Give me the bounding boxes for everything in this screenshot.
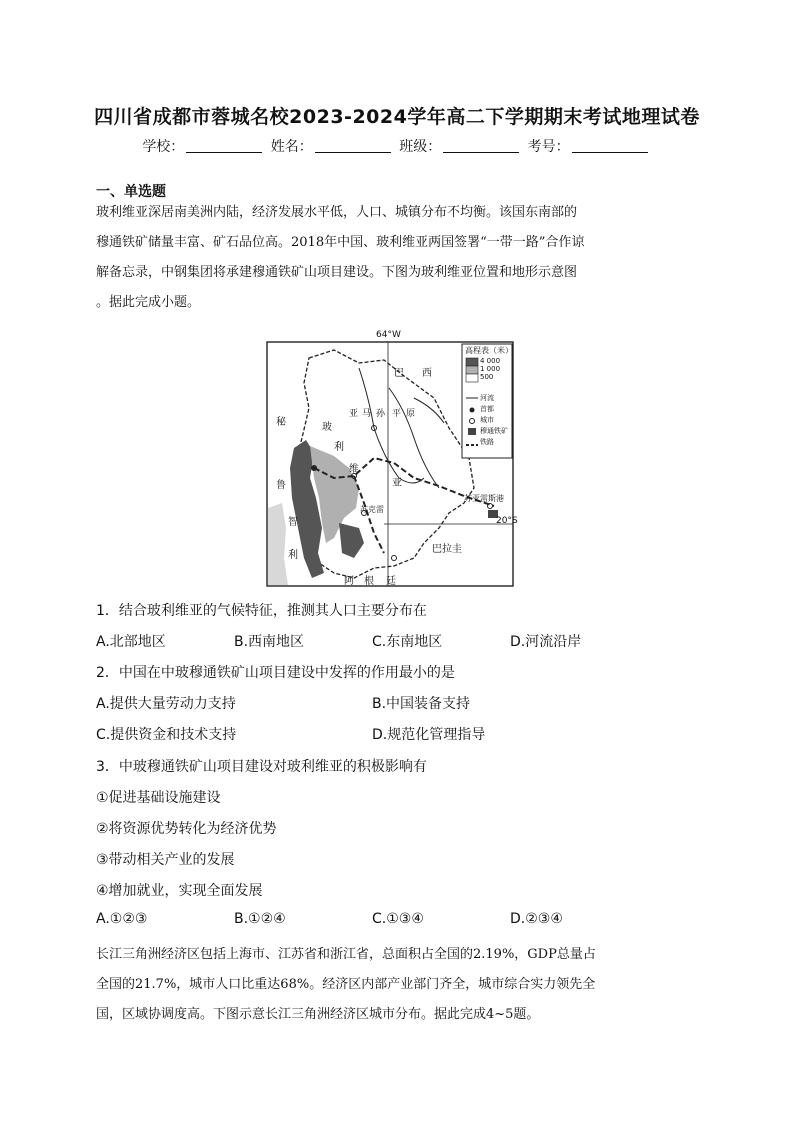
legend-swatch-high — [466, 358, 478, 366]
longitude-label: 64°W — [376, 330, 401, 340]
section-heading: 一、单选题 — [96, 184, 166, 200]
legend-title: 高程表（米） — [465, 346, 513, 355]
legend-levels — [480, 357, 500, 381]
exam-title: 四川省成都市蓉城名校2023-2024学年高二下学期期末考试地理试卷 — [94, 106, 700, 128]
capital-marker — [311, 465, 317, 471]
q3-option-c[interactable]: C.①③④ — [372, 911, 424, 927]
q3-option-a[interactable]: A.①②③ — [96, 911, 148, 927]
label-bolivia-1: 玻 — [322, 422, 332, 433]
label-bolivia-3: 维 — [349, 464, 359, 475]
q1-option-d[interactable]: D.河流沿岸 — [510, 634, 582, 650]
q2-option-c[interactable]: C.提供资金和技术支持 — [96, 727, 237, 743]
q2-option-a[interactable]: A.提供大量劳动力支持 — [96, 696, 236, 712]
label-peru-1: 秘 — [276, 417, 286, 428]
legend-level: 500 — [480, 373, 494, 381]
passage-line: 玻利维亚深居南美洲内陆，经济发展水平低，人口、城镇分布不均衡。该国东南部的 — [96, 205, 578, 220]
legend-items — [480, 393, 508, 448]
legend-swatch-low — [466, 374, 478, 382]
label-puerto-suarez: 苏亚雷斯港 — [464, 494, 504, 503]
label-argentina-2: 根 — [364, 576, 374, 587]
q3-option-b[interactable]: B.①②④ — [234, 911, 286, 927]
q3-item-4: ④增加就业，实现全面发展 — [96, 883, 263, 899]
passage-line: 。据此完成小题。 — [96, 295, 201, 310]
label-sucre: 苏克雷 — [360, 505, 384, 514]
q3-item-3: ③带动相关产业的发展 — [96, 852, 235, 868]
label-chile-2: 利 — [288, 550, 298, 561]
label-argentina-1: 阿 — [344, 576, 354, 587]
label-amazon-4: 平 — [392, 409, 402, 419]
legend-level: 4 000 — [480, 357, 501, 365]
question-2-stem: 2．中国在中玻穆通铁矿山项目建设中发挥的作用最小的是 — [96, 665, 455, 681]
class-blank[interactable] — [443, 140, 519, 153]
passage-line: 国，区域协调度高。下图示意长江三角洲经济区城市分布。据此完成4~5题。 — [96, 1007, 540, 1022]
question-1-stem: 1．结合玻利维亚的气候特征，推测其人口主要分布在 — [96, 603, 427, 619]
q3-item-1: ①促进基础设施建设 — [96, 790, 221, 806]
legend-item-railway: 铁路 — [480, 438, 494, 446]
legend-item-mine: 穆通铁矿 — [480, 427, 508, 435]
class-label: 班级： — [399, 139, 442, 155]
name-label: 姓名： — [270, 139, 313, 155]
label-bolivia-2: 利 — [334, 442, 344, 453]
label-amazon-2: 马 — [362, 409, 372, 419]
label-peru-2: 鲁 — [276, 480, 286, 491]
exam-number-blank[interactable] — [572, 140, 648, 153]
q2-option-d[interactable]: D.规范化管理指导 — [372, 727, 486, 743]
legend-capital-symbol — [470, 408, 475, 413]
label-amazon-3: 孙 — [376, 409, 386, 419]
q1-option-a[interactable]: A.北部地区 — [96, 634, 166, 650]
exam-number-label: 考号： — [527, 139, 570, 155]
label-amazon-5: 原 — [406, 409, 416, 419]
label-paraguay: 巴拉圭 — [432, 544, 462, 555]
q2-option-b[interactable]: B.中国装备支持 — [372, 696, 471, 712]
label-brazil-2: 西 — [422, 368, 432, 379]
passage-line: 长江三角洲经济区包括上海市、江苏省和浙江省，总面积占全国的2.19%，GDP总量占 — [96, 947, 596, 962]
bolivia-map — [264, 328, 520, 590]
passage-line: 穆通铁矿储量丰富、矿石品位高。2018年中国、玻利维亚两国签署“一带一路”合作谅 — [96, 235, 585, 250]
legend-mine-symbol — [468, 428, 476, 435]
label-brazil-1: 巴 — [394, 368, 404, 379]
passage-bolivia — [96, 198, 700, 318]
label-chile-1: 智 — [288, 517, 298, 528]
legend-level: 1 000 — [480, 365, 501, 373]
name-blank[interactable] — [315, 140, 391, 153]
q1-option-c[interactable]: C.东南地区 — [372, 634, 443, 650]
school-label: 学校： — [142, 139, 185, 155]
label-bolivia-4: 亚 — [392, 478, 402, 489]
q3-item-2: ②将资源优势转化为经济优势 — [96, 821, 277, 837]
legend-item-city: 城市 — [480, 416, 494, 424]
passage-line: 全国的21.7%，城市人口比重达68%。经济区内部产业部门齐全，城市综合实力领先全 — [96, 977, 596, 992]
q1-option-b[interactable]: B.西南地区 — [234, 634, 305, 650]
question-3-stem: 3．中玻穆通铁矿山项目建设对玻利维亚的积极影响有 — [96, 759, 427, 775]
passage-line: 解备忘录，中钢集团将承建穆通铁矿山项目建设。下图为玻利维亚位置和地形示意图 — [96, 265, 578, 280]
passage-yangtze-delta — [96, 940, 700, 1030]
student-info-line — [0, 136, 794, 156]
legend-item-capital: 首都 — [480, 405, 494, 413]
label-amazon-1: 亚 — [349, 409, 359, 419]
school-blank[interactable] — [186, 140, 262, 153]
q3-option-d[interactable]: D.②③④ — [510, 911, 563, 927]
legend-swatch-mid — [466, 366, 478, 374]
latitude-label: 20°S — [496, 516, 518, 526]
label-argentina-3: 廷 — [386, 576, 396, 587]
legend-item-river: 河流 — [480, 394, 494, 402]
